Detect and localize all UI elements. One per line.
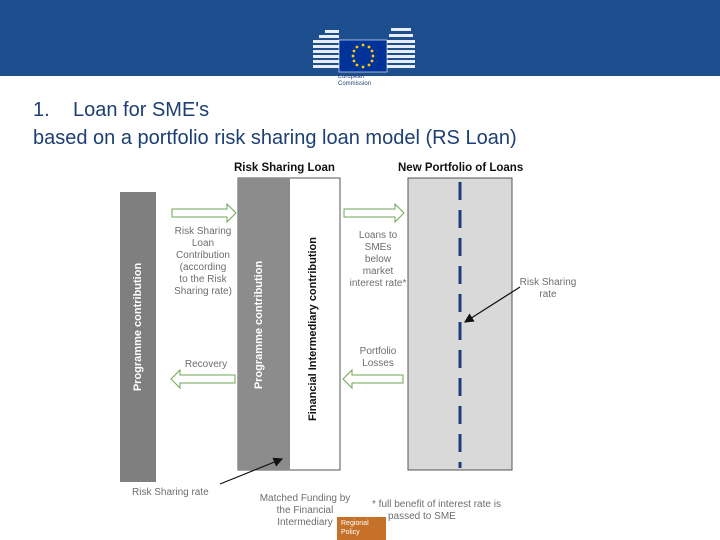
arrow-portfolio-losses: [343, 370, 403, 388]
financial-intermediary-label: Financial Intermediary contribution: [307, 237, 319, 421]
programme-contribution-inner-label: Programme contribution: [253, 260, 265, 390]
loans-to-smes-label: Loans to SMEs below market interest rate*: [349, 230, 407, 289]
programme-contribution-outer-label: Programme contribution: [132, 262, 144, 392]
title-line2: based on a portfolio risk sharing loan model (RS Loan): [33, 127, 517, 149]
title-line1: Loan for SME's: [73, 99, 210, 121]
arrow-loans-to-smes: [344, 204, 404, 222]
arrow-rs-loan: [172, 204, 236, 222]
portfolio-losses-label: Portfolio Losses: [359, 346, 397, 369]
risk-sharing-rate-right-label: Risk Sharing rate: [519, 277, 577, 300]
title-number: 1.: [33, 99, 50, 121]
new-portfolio-heading: New Portfolio of Loans: [398, 162, 524, 174]
risk-sharing-loan-heading: Risk Sharing Loan: [234, 162, 335, 174]
recovery-label: Recovery: [184, 359, 228, 370]
matched-funding-label: Matched Funding by the Financial Intermediary: [259, 493, 351, 528]
rs-loan-contribution-label: Risk Sharing Loan Contribution (according to the Risk Sharing rate): [174, 226, 232, 297]
logo-caption: European Commission: [338, 74, 372, 87]
footer-regional-policy-text: Regional Policy: [341, 520, 369, 536]
footnote: * full benefit of interest rate is passed to SME: [372, 499, 501, 522]
risk-sharing-rate-bottom-label: Risk Sharing rate: [132, 487, 209, 498]
arrow-recovery: [171, 370, 235, 388]
